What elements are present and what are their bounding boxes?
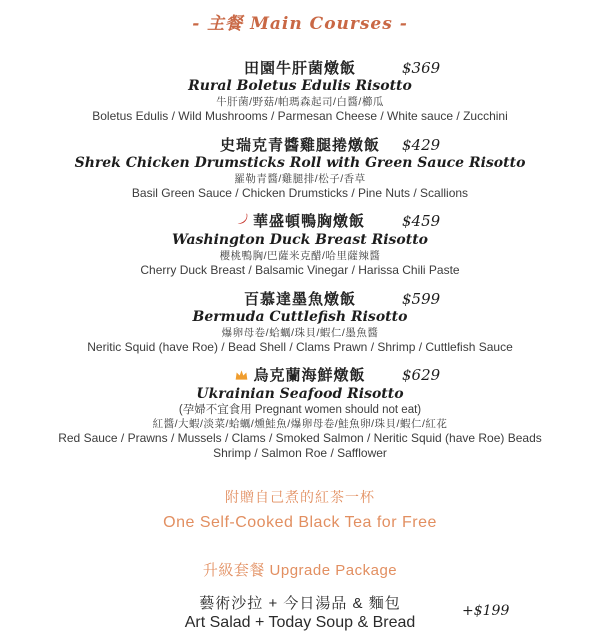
- dish-name-en: Washington Duck Breast Risotto: [171, 232, 429, 248]
- dish-name-row: [0, 290, 600, 309]
- dish-price: $599: [402, 289, 441, 308]
- free-tea-section: [0, 487, 600, 532]
- dish-ingredients-en: Basil Green Sauce / Chicken Drumsticks / Pine Nuts / Scallions: [131, 185, 469, 200]
- dish-ingredients-zh: 紅醬/大蝦/淡菜/蛤蠣/燻鮭魚/爆卵母卷/鮭魚卵/珠貝/蝦仁/紅花: [152, 418, 448, 430]
- menu-section-title: - 主餐 Main Courses -: [192, 14, 408, 34]
- upgrade-price: +$199: [462, 603, 510, 619]
- dish-name-row: [0, 212, 600, 232]
- dish-price: $429: [402, 135, 441, 154]
- dish-name-en: Rural Boletus Edulis Risotto: [188, 78, 412, 94]
- dish-price: $369: [402, 59, 441, 77]
- free-tea-en: One Self-Cooked Black Tea for Free: [163, 514, 437, 531]
- dish-name-en: Shrek Chicken Drumsticks Roll with Green Sauce Risotto: [74, 154, 526, 171]
- dish-ingredients-zh: 爆卵母卷/蛤蠣/珠貝/蝦仁/墨魚醬: [221, 326, 379, 339]
- dish-name-zh: 百慕達墨魚燉飯: [243, 290, 356, 308]
- dish-name-zh: 田園牛肝菌燉飯: [243, 60, 356, 77]
- dish-ingredients-zh: 牛肝菌/野菇/帕瑪森起司/白醬/櫛瓜: [216, 96, 384, 108]
- dish-item-shrek-chicken: [0, 136, 600, 201]
- dish-price: $629: [402, 366, 441, 384]
- dish-ingredients-en: Red Sauce / Prawns / Mussels / Clams / Smoked Salmon / Neritic Squid (have Roe) Beads: [58, 431, 542, 445]
- upgrade-package-section: [0, 559, 600, 632]
- dish-name-en: Ukrainian Seafood Risotto: [196, 386, 404, 402]
- dish-ingredients-en: Cherry Duck Breast / Balsamic Vinegar / Harissa Chili Paste: [140, 263, 460, 277]
- dish-name-en: Bermuda Cuttlefish Risotto: [192, 308, 408, 325]
- dish-name-row: [0, 366, 600, 386]
- upgrade-item-en: Art Salad + Today Soup & Bread: [184, 614, 416, 631]
- upgrade-package-title: 升級套餐 Upgrade Package: [202, 562, 398, 579]
- chili-icon: [235, 213, 249, 232]
- dish-ingredients-en: Neritic Squid (have Roe) / Bead Shell / Clams Prawn / Shrimp / Cuttlefish Sauce: [87, 339, 513, 354]
- upgrade-item-zh: 藝術沙拉 + 今日湯品 & 麵包: [199, 595, 401, 612]
- dish-price: $459: [402, 212, 441, 230]
- free-tea-zh: 附贈自己煮的紅茶一杯: [225, 489, 375, 505]
- dish-name-zh: 華盛頓鴨胸燉飯: [252, 213, 365, 230]
- dish-item-rural-boletus: [0, 59, 600, 124]
- dish-name-row: [0, 59, 600, 78]
- crown-icon: [234, 367, 249, 386]
- dish-item-bermuda-cuttlefish: [0, 290, 600, 355]
- dish-ingredients-zh: 櫻桃鴨胸/巴薩米克醋/哈里薩辣醬: [219, 250, 381, 262]
- dish-name-zh: 史瑞克青醬雞腿捲燉飯: [219, 136, 380, 154]
- dish-ingredients-en-line2: Shrimp / Salmon Roe / Safflower: [213, 445, 387, 460]
- dish-warning-note: (孕婦不宜食用 Pregnant women should not eat): [178, 404, 422, 416]
- dish-ingredients-en: Boletus Edulis / Wild Mushrooms / Parmesan Cheese / White sauce / Zucchini: [92, 109, 508, 123]
- dish-item-washington-duck: [0, 212, 600, 278]
- dish-item-ukrainian-seafood: [0, 366, 600, 460]
- dish-name-zh: 烏克蘭海鮮燉飯: [253, 367, 366, 384]
- dish-ingredients-zh: 羅勒青醬/雞腿排/松子/香草: [234, 172, 366, 185]
- dish-name-row: [0, 136, 600, 155]
